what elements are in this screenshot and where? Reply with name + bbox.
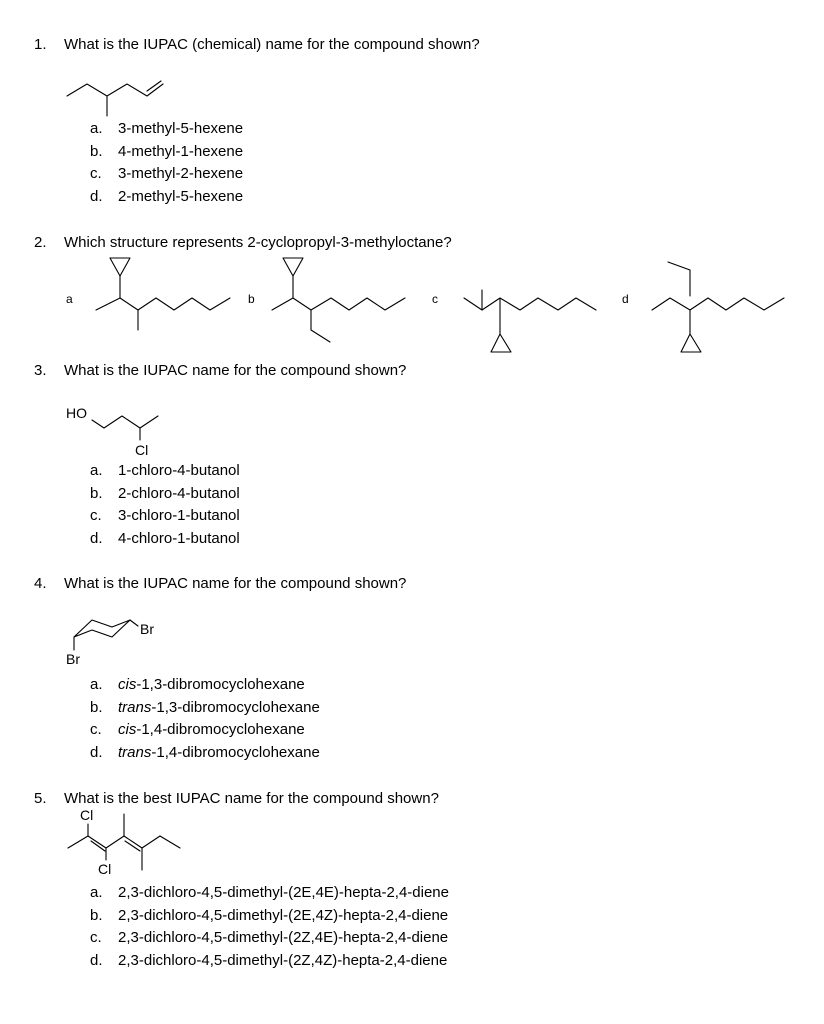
question-number: 1. (34, 36, 47, 53)
option-a[interactable]: a. 1-chloro-4-butanol (90, 462, 240, 479)
option-b[interactable]: b. 4-methyl-1-hexene (90, 142, 244, 160)
option-d[interactable]: d. 2,3-dichloro-4,5-dimethyl-(2Z,4Z)-hepta-2,4-diene (90, 951, 448, 969)
structure-label-c: c (432, 292, 438, 306)
question-number: 4. (34, 575, 47, 592)
question-text: What is the IUPAC name for the compound shown? (64, 362, 407, 379)
atom-br-lower: Br (66, 651, 80, 667)
q5-options (90, 882, 449, 972)
question-text: What is the IUPAC (chemical) name for the compound shown? (64, 36, 480, 53)
atom-cl-lower: Cl (98, 861, 112, 877)
option-c[interactable]: c. 3-chloro-1-butanol (90, 507, 240, 524)
structure-label-b: b (248, 292, 255, 306)
option-c[interactable]: c. cis-1,4-dibromocyclohexane (90, 721, 305, 738)
question-text: Which structure represents 2-cyclopropyl-3-methyloctane? (64, 234, 452, 251)
option-c[interactable]: c. 3-methyl-2-hexene (90, 165, 244, 182)
option-b[interactable]: b. 2,3-dichloro-4,5-dimethyl-(2E,4Z)-hepta-2,4-diene (90, 906, 449, 924)
question-number: 2. (34, 234, 47, 251)
question-number: 3. (34, 362, 47, 379)
atom-ho: HO (66, 405, 87, 421)
option-d[interactable]: d. trans-1,4-dibromocyclohexane (90, 743, 320, 761)
question-number: 5. (34, 790, 47, 807)
structure-label-d: d (622, 292, 629, 306)
option-a[interactable]: a. cis-1,3-dibromocyclohexane (90, 676, 305, 693)
option-c[interactable]: c. 2,3-dichloro-4,5-dimethyl-(2Z,4E)-hepta-2,4-diene (90, 929, 449, 946)
option-d[interactable]: d. 4-chloro-1-butanol (90, 529, 240, 547)
option-d[interactable]: d. 2-methyl-5-hexene (90, 187, 244, 205)
question-text: What is the best IUPAC name for the compound shown? (64, 790, 439, 807)
option-a[interactable]: a. 3-methyl-5-hexene (90, 120, 244, 137)
structure-label-a: a (66, 292, 73, 306)
atom-br-upper: Br (140, 621, 154, 637)
atom-cl: Cl (135, 442, 149, 458)
option-a[interactable]: a. 2,3-dichloro-4,5-dimethyl-(2E,4E)-hepta-2,4-diene (90, 884, 449, 901)
option-b[interactable]: b. 2-chloro-4-butanol (90, 484, 240, 502)
atom-cl-upper: Cl (80, 807, 94, 823)
question-text: What is the IUPAC name for the compound shown? (64, 575, 407, 592)
option-b[interactable]: b. trans-1,3-dibromocyclohexane (90, 698, 320, 716)
